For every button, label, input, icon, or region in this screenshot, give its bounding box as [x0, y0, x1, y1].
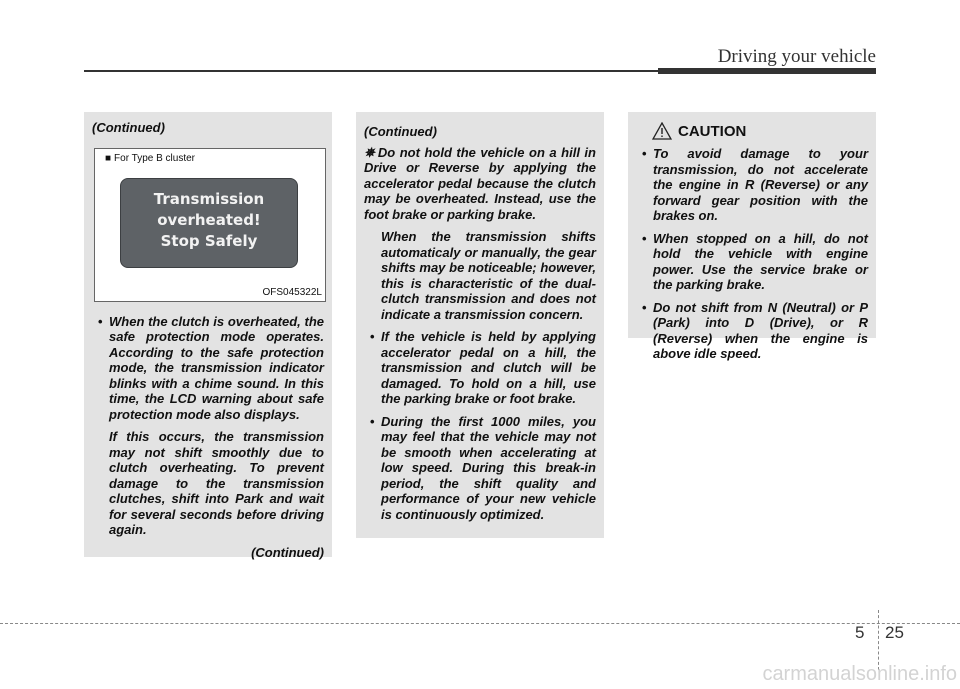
lcd-line-3: Stop Safely [160, 231, 258, 250]
continued-label-top: (Continued) [364, 124, 437, 139]
page-number: 25 [885, 623, 904, 642]
column-1-paragraph: If this occurs, the transmission may not shift smoothly due to clutch overheating. To prevent damage to the transmission clutches, shift into Park and wait for several seconds before driving again. [109, 429, 324, 537]
figure-caption-text: For Type B cluster [114, 152, 196, 164]
list-item: • Do not shift from N (Neutral) or P (Park) into D (Drive), or R (Reverse) when the engine is above idle speed. [636, 300, 868, 362]
star-icon: ✵ [364, 144, 375, 160]
lcd-display [120, 178, 298, 268]
list-item: • If the vehicle is held by applying accelerator pedal on a hill, the transmission and clutch will be damaged. To hold on a hill, use the parking brake or foot brake. [364, 329, 596, 407]
warning-triangle-icon [652, 122, 672, 140]
star-note-text: Do not hold the vehicle on a hill in Drive or Reverse by applying the accelerator pedal because the clutch may be overheated. Instead, use the foot brake or parking brake. [364, 144, 596, 222]
figure-caption [105, 153, 195, 164]
figure-code: OFS045322L [262, 286, 322, 298]
footer-dashed-line [0, 623, 960, 624]
caution-title: CAUTION [678, 122, 747, 140]
list-item: • When stopped on a hill, do not hold the vehicle with engine power. Use the service brake or the parking brake. [636, 231, 868, 293]
page-header-title: Driving your vehicle [717, 46, 876, 67]
footer-dashed-divider [878, 610, 879, 670]
page-section-number: 5 [855, 623, 865, 642]
square-marker-icon: ■ [105, 152, 112, 164]
column-2-list [364, 329, 596, 522]
caution-header [652, 122, 868, 140]
continued-label-bottom: (Continued) [251, 544, 324, 560]
footer-watermark-url: carmanualsonline.info [762, 663, 957, 685]
column-1-panel [84, 112, 332, 560]
lcd-line-1: Transmission [153, 189, 265, 208]
list-item: • To avoid damage to your transmission, do not accelerate the engine in R (Reverse) or any forward gear position with the brakes on. [636, 146, 868, 224]
continued-label-top: (Continued) [92, 120, 165, 135]
lcd-text-block [121, 179, 297, 252]
caution-list [636, 146, 868, 362]
caution-panel [628, 112, 876, 361]
column-2-paragraph: When the transmission shifts automaticaly or manually, the gear shifts may be noticeable; however, this is characteristic of the dual-clutch transmission and does not indicate a transmission concern. [381, 229, 596, 322]
column-2-star-list [364, 145, 596, 223]
list-item: • When the clutch is overheated, the safe protection mode operates. According to the safe protection mode, the transmission indicator blinks with a chime sound. In this time, the LCD warning about safe protection mode also displays. [92, 314, 324, 423]
list-item: • During the first 1000 miles, you may feel that the vehicle may not be smooth when accelerating at low speed. During this break-in period, the shift quality and performance of your new vehicle is continuously optimized. [364, 414, 596, 523]
column-2-panel [356, 112, 604, 538]
star-note-item [364, 145, 596, 223]
header-rule-thin [84, 70, 664, 72]
column-1-list [92, 314, 324, 423]
cluster-figure [94, 148, 326, 302]
lcd-line-2: overheated! [157, 210, 261, 229]
header-rule-thick [658, 68, 876, 74]
